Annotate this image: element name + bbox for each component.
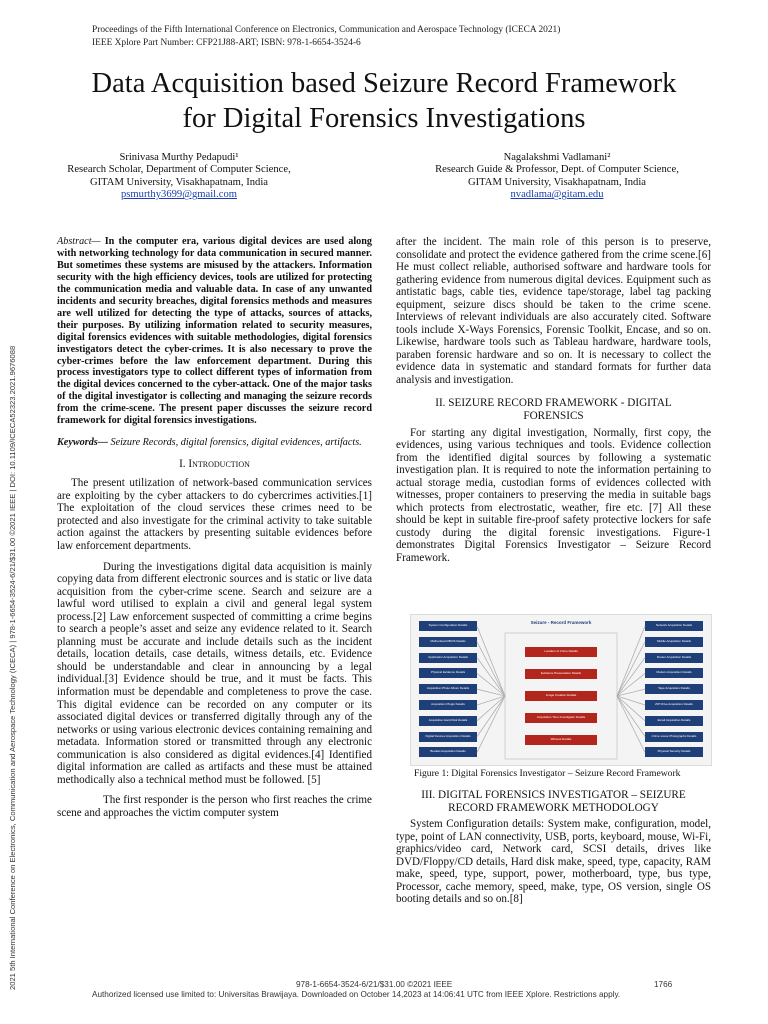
right-column-lower bbox=[396, 789, 711, 906]
author-1-affiliation: GITAM University, Visakhapatnam, India bbox=[90, 176, 268, 188]
footer-isbn: 978-1-6654-3524-6/21/$31.00 ©2021 IEEE bbox=[296, 980, 453, 989]
figure-right-box-7: Email Acquisition Details bbox=[645, 716, 703, 726]
abstract-text: In the computer era, various digital devices are used along with networking technology for data communication in secured manner. But sometimes these systems are misused by the attackers. Information security with the high efficiency devices, tools are utilized for protecting the communication media and valuable data. In case of any unwanted incidents and security breaches, digital forensics methods and measures are well utilized for detecting the type of attacks, sources of attacks, their purposes. By utilizing information related to security measures, digital forensics evidences with suitable methodologies, digital forensics investigators detect the cyber-crimes. It is also necessary to prove the cyber-crimes before the law enforcement department. During this process investigators type to collect different types of information from the digital devices concerned to the cyber-attack. One of the major tasks of the digital investigator is collecting and managing the seizure records from the crime-scene. The present paper discusses the seizure record framework for digital forensics investigations. bbox=[57, 236, 372, 427]
figure-center-box-2: Evidence Preservation Details bbox=[525, 669, 597, 679]
figure-center-box-1: Location of Crime Details bbox=[525, 647, 597, 657]
author-1-name: Srinivasa Murthy Pedapudi¹ bbox=[119, 152, 239, 163]
author-2-role: Research Guide & Professor, Dept. of Computer Science, bbox=[435, 164, 679, 176]
figure-left-connector-1 bbox=[477, 626, 505, 696]
right-column-upper bbox=[396, 236, 711, 565]
figure-right-box-8: Crime scene Photographs Details bbox=[645, 732, 703, 742]
figure-title: Seizure - Record Framework bbox=[515, 619, 607, 628]
section-3-paragraph: System Configuration details: System make, configuration, model, type, point of LAN connectivity, USB, ports, keyboard, mouse, Wi-Fi, graphics/video card, Network card, SCSI details, drives like DVD/Floppy/CD details, Hard disk make, speed, type, capacity, RAM make, speed, type, support, power, motherboard, type, bus type, Processor, cache memory, speed, make, type, OS version, single OS booting details and so on.[8] bbox=[396, 818, 711, 906]
section-2-heading bbox=[396, 397, 711, 423]
keywords-text: Seizure Records, digital forensics, digital evidences, artifacts. bbox=[107, 437, 362, 449]
author-2-name: Nagalakshmi Vadlamani² bbox=[503, 152, 611, 163]
isbn-header: IEEE Xplore Part Number: CFP21J88-ART; ISBN: 978-1-6654-3524-6 bbox=[92, 38, 361, 48]
section-3-line-2: RECORD FRAMEWORK METHODOLOGY bbox=[448, 802, 659, 814]
intro-paragraph-2: During the investigations digital data acquisition is mainly copying data from different electronic sources and is static or live data acquisition from the cyber-crime scene. Search and seizure are a lawful word utilised to explain a civil and general legal system process.[2] Law enforcement suspected of committing a crime begins to search a people’s asset and seize any evidence related to it. Search planning must be accurate and include details such as the incident details, location details, case details, witness details, etc. Evidence should be understandable and clear in announcing by a legal individual.[3] Evidence should be true, and it must be facts. This information must be dependable and completeness to prove the case. This digital evidence can be recorded on any computer or its associated digital devices or transferred digitally through any of the networks or using various electronic devices containing remaining and metadata. Information stored or transmitted through any electronic communication is also considered as digital evidences.[4] Identified digital information are called as artifacts and these must be attained methodically also a technical method must be followed. [5] bbox=[57, 560, 372, 786]
figure-right-box-6: ZIP Drive Acquisition Details bbox=[645, 700, 703, 710]
figure-left-connector-3 bbox=[477, 658, 505, 696]
section-introduction-heading bbox=[57, 458, 372, 471]
left-column bbox=[57, 236, 372, 819]
figure-right-box-5: Tape Acquisition Details bbox=[645, 684, 703, 694]
figure-right-connector-2 bbox=[617, 642, 645, 696]
figure-left-box-8: Digital Devices Acquisition Details bbox=[419, 732, 477, 742]
intro-number: I. bbox=[179, 458, 186, 471]
section-2-paragraph: For starting any digital investigation, Normally, first copy, the evidences, using various techniques and tools. Evidence collection from the identified digital sources by following a systematic investigation plan. It is required to note the information pertaining to actual storage media, custodian forms of evidences collected with witnesses, proper containers to preserving the media in suitable bags which protects from electrostatic, weather, fire etc. [7] All these should be kept in suitable fire-proof safety protective lockers for safe custody during the digital forensic investigations. Figure-1 demonstrates Digital Forensics Investigator – Seizure Record Framework. bbox=[396, 426, 711, 565]
title-line-2: for Digital Forensics Investigations bbox=[182, 103, 586, 134]
intro-paragraph-3: The first responder is the person who first reaches the crime scene and approaches the victim computer system bbox=[57, 794, 372, 819]
proceedings-header: Proceedings of the Fifth International Conference on Electronics, Communication and Aerospace Technology (ICECA 2021) bbox=[92, 25, 561, 35]
keywords bbox=[57, 437, 372, 449]
figure-right-box-2: Mobile Acquisition Details bbox=[645, 637, 703, 647]
page-number: 1766 bbox=[654, 980, 673, 989]
figure-right-box-9: Physical Security Details bbox=[645, 747, 703, 757]
intro-paragraph-1: The present utilization of network-based communication services are exploiting by the cyber attackers to do cybercrimes activities.[1] The exploitation of the cloud services these crimes need to be protected and also investigate for the criminal activity to take suitable action against the attackers by presenting suitable evidences before law enforcement departments. bbox=[57, 477, 372, 552]
figure-center-box-4: Acquisition Time Investigator Details bbox=[525, 713, 597, 723]
license-notice: Authorized licensed use limited to: Universitas Brawijaya. Downloaded on October 14,2023 at 14:06:41 UTC from IEEE Xplore. Restrictions apply. bbox=[92, 990, 621, 999]
keywords-label: Keywords— bbox=[57, 437, 108, 449]
figure-right-box-4: Modem Acquisition Details bbox=[645, 668, 703, 678]
figure-right-connector-5 bbox=[617, 689, 645, 696]
section-3-line-1: III. DIGITAL FORENSICS INVESTIGATOR – SEIZURE bbox=[421, 789, 686, 801]
author-2-email[interactable]: nvadlama@gitam.edu bbox=[510, 189, 604, 201]
figure-left-box-3: Application Acquisition Details bbox=[419, 653, 477, 663]
seizure-record-framework-figure bbox=[410, 614, 712, 766]
figure-left-box-5: Acquisition Photo Album Details bbox=[419, 684, 477, 694]
paper-title bbox=[0, 66, 768, 136]
section-2-line-2: FORENSICS bbox=[523, 409, 584, 422]
figure-left-connector-8 bbox=[477, 696, 505, 737]
figure-right-box-1: Network Acquisition Details bbox=[645, 621, 703, 631]
author-2-affiliation: GITAM University, Visakhapatnam, India bbox=[468, 176, 646, 188]
figure-left-box-9: Booklet Acquisition Details bbox=[419, 747, 477, 757]
figure-left-connector-4 bbox=[477, 673, 505, 696]
intro-title: Introduction bbox=[188, 458, 250, 471]
author-1-role: Research Scholar, Department of Computer Science, bbox=[67, 164, 291, 176]
abstract-label: Abstract— bbox=[57, 236, 101, 247]
figure-left-connector-5 bbox=[477, 689, 505, 696]
figure-center-box-3: Image Creation Details bbox=[525, 691, 597, 701]
figure-caption: Figure 1: Digital Forensics Investigator – Seizure Record Framework bbox=[414, 768, 681, 779]
abstract bbox=[57, 236, 372, 427]
doi-sidebar: 2021 5th International Conference on Electronics, Communication and Aerospace Technology (ICECA) | 978-1-6654-3524-6/21/$31.00 ©2021 IEEE | DOI: 10.1109/ICECA52323.2021.9676088 bbox=[8, 345, 17, 990]
figure-left-box-2: Motherboard BIOS Details bbox=[419, 637, 477, 647]
author-2 bbox=[392, 152, 722, 202]
figure-right-connector-8 bbox=[617, 696, 645, 737]
section-2-line-1: II. SEIZURE RECORD FRAMEWORK - DIGITAL bbox=[435, 396, 672, 409]
figure-left-box-4: Physical Evidence Details bbox=[419, 668, 477, 678]
author-1 bbox=[14, 152, 344, 202]
section-3-heading bbox=[396, 789, 711, 815]
figure-left-box-7: Acquisition Hard Disk Details bbox=[419, 716, 477, 726]
figure-left-connector-7 bbox=[477, 696, 505, 721]
figure-right-connector-1 bbox=[617, 626, 645, 696]
title-line-1: Data Acquisition based Seizure Record Framework bbox=[91, 68, 677, 99]
figure-right-connector-6 bbox=[617, 696, 645, 705]
figure-left-connector-2 bbox=[477, 642, 505, 696]
figure-right-connector-9 bbox=[617, 696, 645, 752]
figure-center-box-5: Witness Details bbox=[525, 735, 597, 745]
figure-right-box-3: Router Acquisition Details bbox=[645, 653, 703, 663]
right-paragraph-1: after the incident. The main role of this person is to preserve, consolidate and protect the evidence gathered from the crime scene.[6] He must collect reliable, authorised software and hardware tools for gathering evidence from numerous digital devices. Equipment such as antistatic bags, cable ties, evidence tape/storage, label tag packing equipment, seizure discs should be taken to the crime scene. Interviews of relevant individuals are also accurately cited. Software tools include X-Ways Forensics, Forensic Toolkit, Encase, and so on. Likewise, hardware tools such as Tableau hardware, hardware tools, paraben forensic hardware and so on. It is necessary to collect the evidence data in systematic and standard formats for further data analysis and investigation. bbox=[396, 236, 711, 387]
figure-right-connector-7 bbox=[617, 696, 645, 721]
figure-left-connector-9 bbox=[477, 696, 505, 752]
figure-left-box-1: System Configuration Details bbox=[419, 621, 477, 631]
author-1-email[interactable]: psmurthy3699@gmail.com bbox=[121, 189, 237, 201]
figure-left-box-6: Acquisition Plugin Details bbox=[419, 700, 477, 710]
figure-left-connector-6 bbox=[477, 696, 505, 705]
figure-right-connector-4 bbox=[617, 673, 645, 696]
figure-right-connector-3 bbox=[617, 658, 645, 696]
